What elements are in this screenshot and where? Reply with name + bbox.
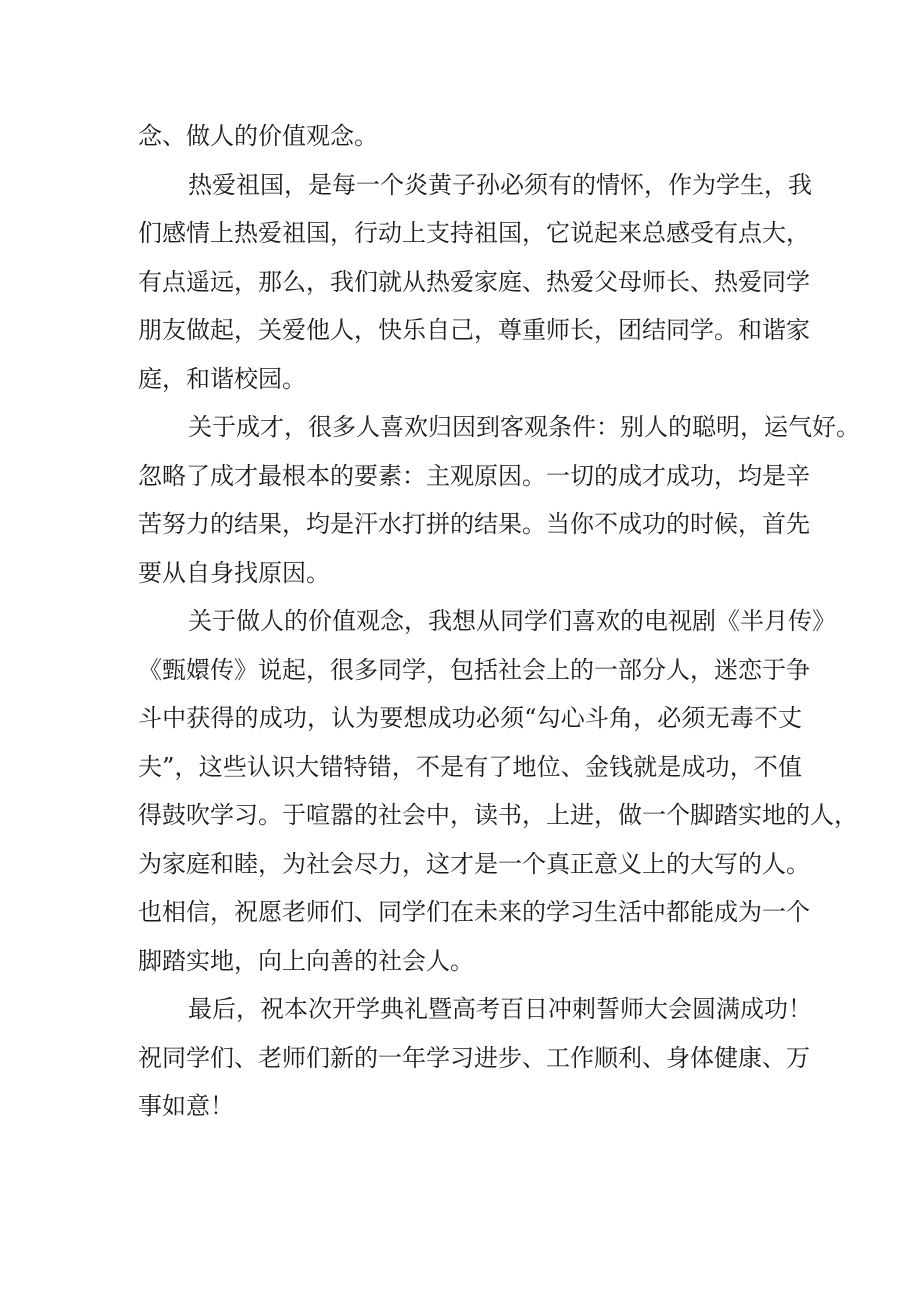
text-line: 祝同学们、老师们新的一年学习进步、工作顺利、身体健康、万 — [138, 1043, 810, 1072]
paragraph-3 — [138, 403, 860, 597]
text-line: 脚踏实地，向上向善的社会人。 — [138, 946, 474, 975]
text-line: 庭，和谐校园。 — [138, 364, 306, 393]
text-line: 忽略了成才最根本的要素：主观原因。一切的成才成功，均是辛 — [138, 461, 810, 490]
text-line: 斗中获得的成功，认为要想成功必须“勾心斗角，必须无毒不丈 — [138, 704, 802, 732]
paragraph-2 — [138, 161, 812, 404]
text-line: 关于做人的价值观念，我想从同学们喜欢的电视剧《半月传》 — [188, 607, 836, 635]
text-line: 热爱祖国，是每一个炎黄子孙必须有的情怀，作为学生，我 — [188, 170, 812, 199]
text-line: 为家庭和睦，为社会尽力，这才是一个真正意义上的大写的人。 — [138, 849, 810, 878]
text-line: 有点遥远，那么，我们就从热爱家庭、热爱父母师长、热爱同学 — [138, 267, 810, 296]
text-line: 《甄嬛传》说起，很多同学，包括社会上的一部分人，迷恋于争 — [138, 655, 810, 684]
text-line: 念、做人的价值观念。 — [138, 122, 378, 150]
text-line: 夫”，这些认识大错特错，不是有了地位、金钱就是成功，不值 — [138, 752, 802, 781]
text-line: 朋友做起，关爱他人，快乐自己，尊重师长，团结同学。和谐家 — [138, 316, 810, 344]
text-line: 也相信，祝愿老师们、同学们在未来的学习生活中都能成为一个 — [138, 898, 810, 926]
text-line: 得鼓吹学习。于喧嚣的社会中，读书，上进，做一个脚踏实地的人， — [138, 801, 858, 829]
text-line: 关于成才，很多人喜欢归因到客观条件：别人的聪明，运气好。 — [188, 413, 860, 441]
paragraph-5 — [138, 985, 812, 1131]
text-line: 事如意！ — [138, 1092, 234, 1120]
text-line: 们感情上热爱祖国，行动上支持祖国，它说起来总感受有点大， — [138, 219, 810, 247]
text-line: 苦努力的结果，均是汗水打拼的结果。当你不成功的时候，首先 — [138, 510, 810, 538]
text-line: 要从自身找原因。 — [138, 558, 330, 587]
paragraph-1 — [138, 112, 802, 161]
document-body — [138, 112, 860, 1131]
paragraph-4 — [138, 597, 858, 985]
text-line: 最后，祝本次开学典礼暨高考百日冲刺誓师大会圆满成功！ — [188, 995, 812, 1023]
